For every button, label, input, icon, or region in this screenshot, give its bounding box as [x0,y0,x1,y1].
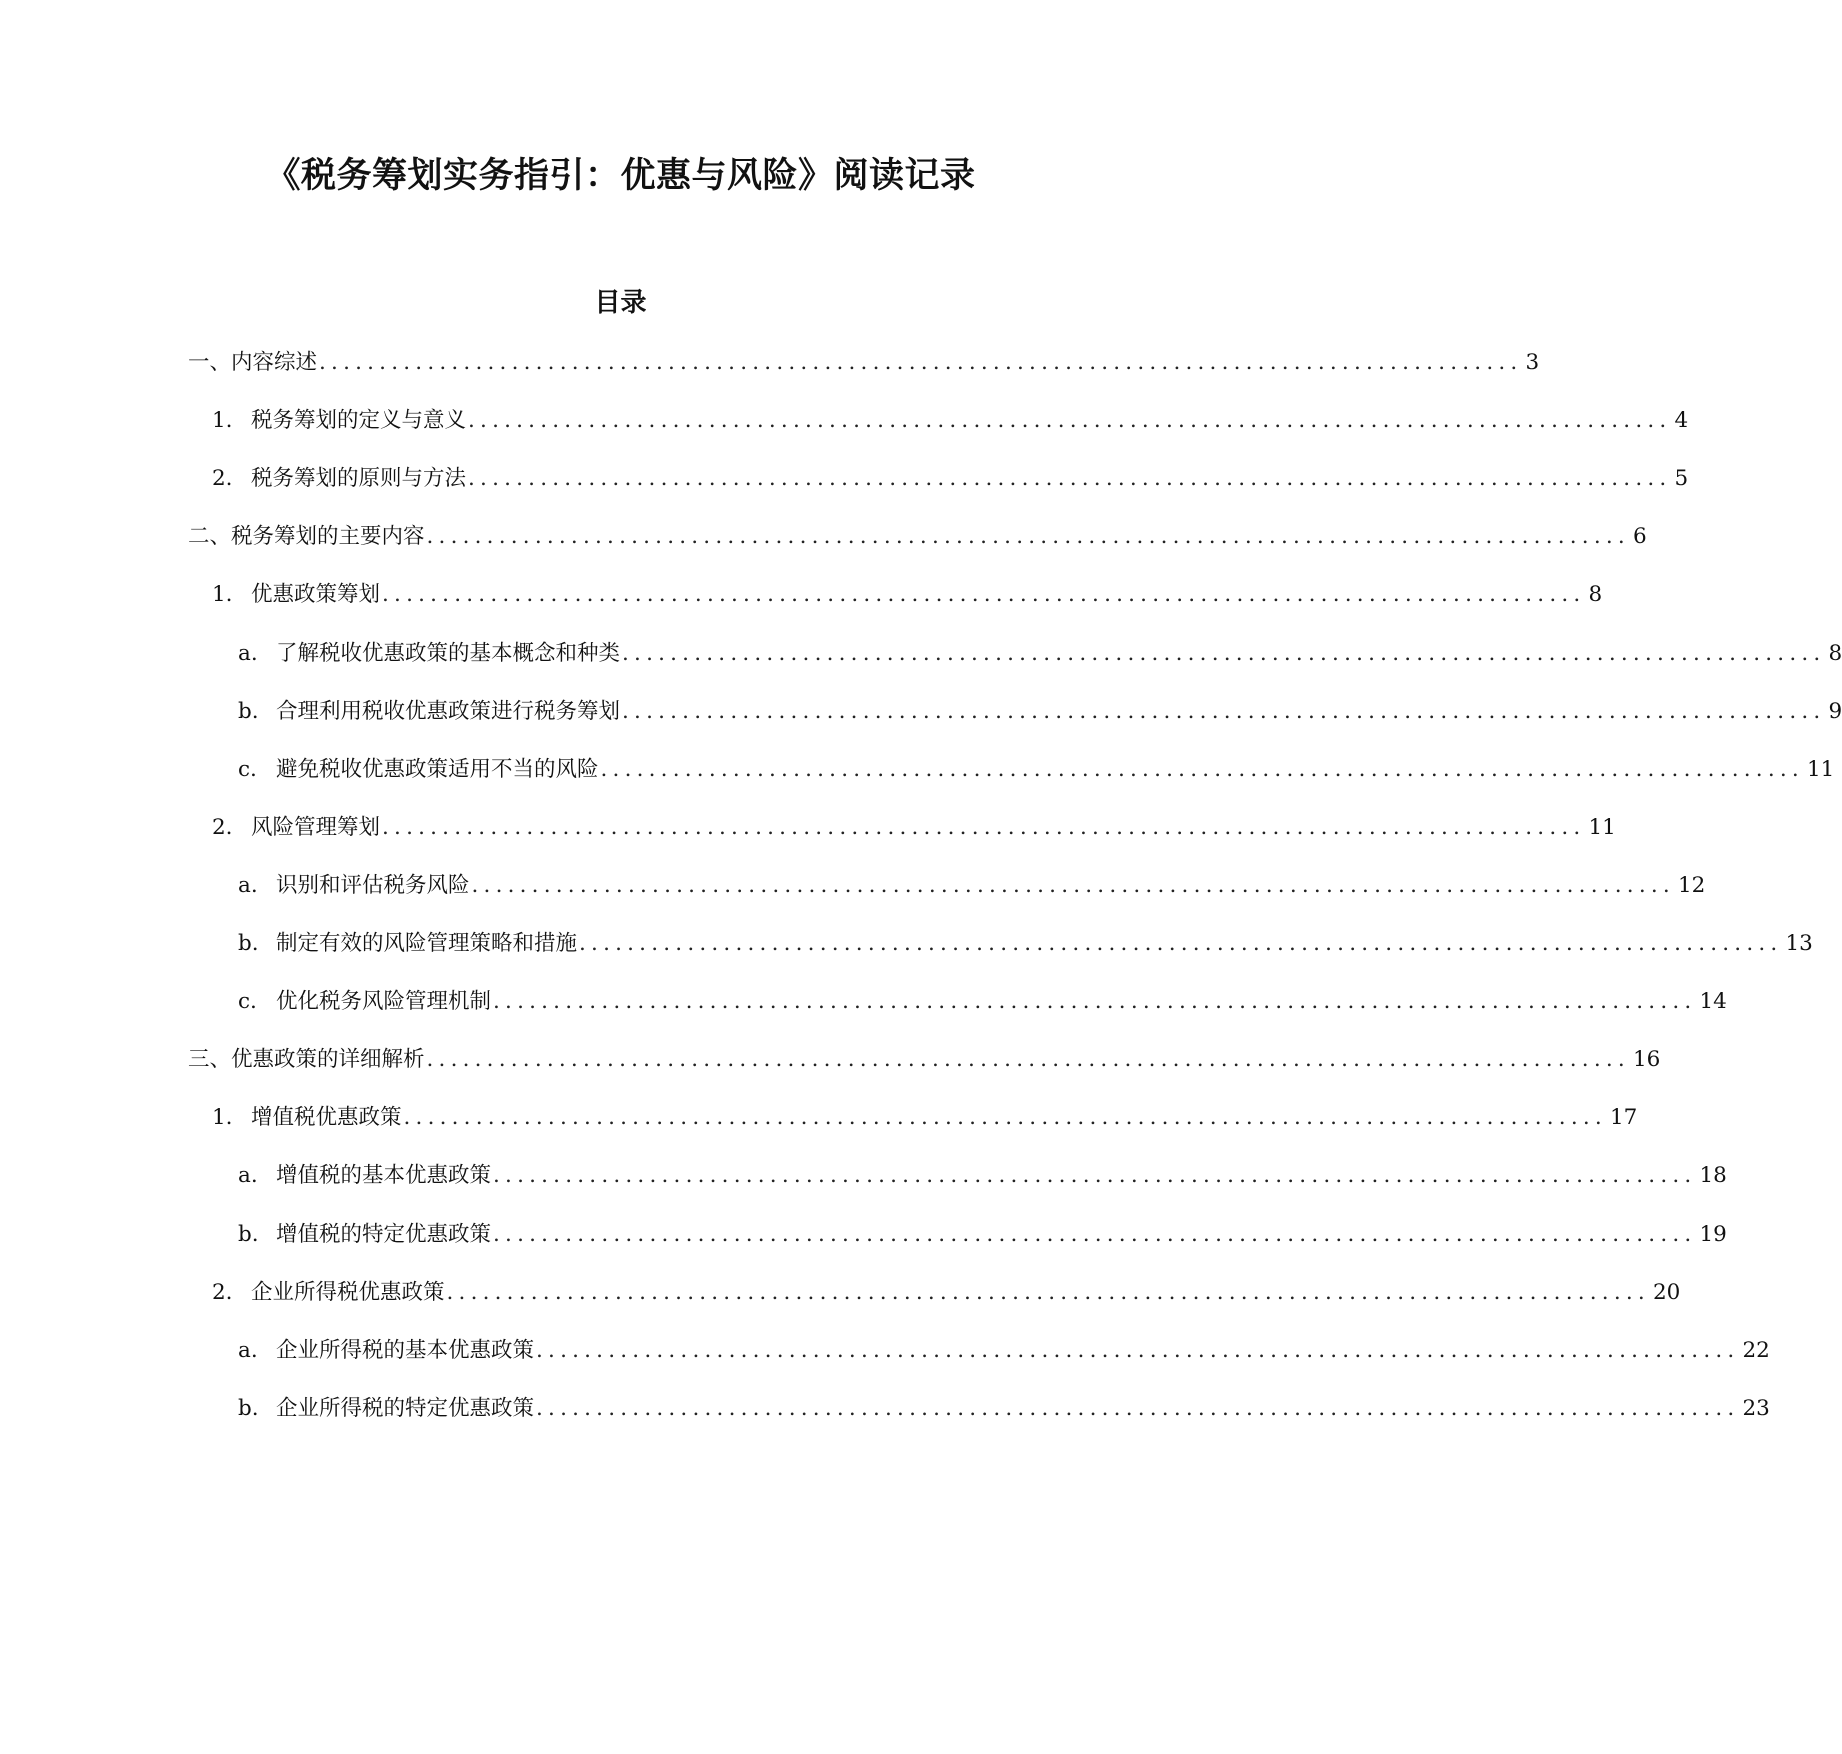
toc-entry[interactable] [238,636,1842,672]
toc-page-number: 12 [1677,873,1706,898]
toc-entry-title: 风险管理筹划 [251,815,381,840]
toc-entry-title: 优惠政策筹划 [251,582,381,607]
toc-dot-leader: .................................................................................................... [319,350,1523,375]
toc-page-number: 9 [1828,699,1842,724]
toc-entry-number: 2. [212,1280,233,1305]
toc-page-number: 20 [1652,1280,1681,1305]
toc-dot-leader: .................................................................................................... [493,989,1697,1014]
toc-dot-leader: .................................................................................................... [403,1105,1607,1130]
toc-dot-leader: .................................................................................................... [446,1280,1650,1305]
toc-entry[interactable] [212,461,1689,497]
toc-entry[interactable] [238,926,1813,962]
toc-entry-title: 企业所得税优惠政策 [251,1280,445,1305]
toc-entry[interactable] [238,1158,1727,1194]
toc-entry[interactable] [212,1275,1681,1311]
toc-entry-title: 合理利用税收优惠政策进行税务筹划 [276,699,621,724]
toc-dot-leader: .................................................................................................... [471,873,1675,898]
toc-entry-number: 2. [212,815,233,840]
toc-page-number: 6 [1632,524,1647,549]
toc-entry-title: 企业所得税的特定优惠政策 [276,1396,535,1421]
toc-entry-number: 1. [212,582,233,607]
toc-entry-title: 税务筹划的原则与方法 [251,466,467,491]
toc-dot-leader: .................................................................................................... [622,641,1826,666]
toc-entry[interactable] [188,1042,1661,1078]
toc-entry-number: 2. [212,466,233,491]
toc-entry[interactable] [238,868,1706,904]
toc-entry-number: 1. [212,408,233,433]
toc-entry[interactable] [188,519,1647,555]
toc-dot-leader: .................................................................................................... [382,815,1586,840]
toc-entry[interactable] [212,1100,1638,1136]
toc-entry[interactable] [238,752,1835,788]
toc-entry-number: a. [238,641,258,666]
toc-dot-leader: .................................................................................................... [426,1047,1630,1072]
toc-page-number: 5 [1674,466,1689,491]
toc-entry-title: 优化税务风险管理机制 [276,989,492,1014]
toc-entry-title: 了解税收优惠政策的基本概念和种类 [276,641,621,666]
toc-entry-title: 税务筹划的定义与意义 [251,408,467,433]
toc-entry-title: 增值税的基本优惠政策 [276,1163,492,1188]
toc-dot-leader: .................................................................................................... [468,466,1672,491]
toc-entry[interactable] [238,1217,1727,1253]
toc-dot-leader: .................................................................................................... [579,931,1783,956]
toc-entry-title: 企业所得税的基本优惠政策 [276,1338,535,1363]
toc-page-number: 14 [1699,989,1727,1014]
toc-entry[interactable] [212,403,1689,439]
toc-entry[interactable] [238,984,1727,1020]
toc-dot-leader: .................................................................................................... [536,1338,1740,1363]
toc-entry-number: b. [238,931,259,956]
toc-dot-leader: .................................................................................................... [426,524,1630,549]
toc-entry-number: a. [238,1338,258,1363]
toc-entry[interactable] [238,1391,1770,1427]
toc-page-number: 19 [1699,1222,1727,1247]
toc-entry-title: 避免税收优惠政策适用不当的风险 [276,757,599,782]
toc-dot-leader: .................................................................................................... [536,1396,1740,1421]
toc-page-number: 23 [1742,1396,1770,1421]
toc-page-number: 8 [1828,641,1842,666]
toc-entry[interactable] [238,694,1842,730]
toc-entry-number: c. [238,757,257,782]
toc-entry[interactable] [212,577,1603,613]
toc-entry-title: 识别和评估税务风险 [276,873,470,898]
toc-entry[interactable] [212,810,1616,846]
toc-page-number: 8 [1588,582,1603,607]
toc-dot-leader: .................................................................................................... [468,408,1672,433]
toc-dot-leader: .................................................................................................... [622,699,1826,724]
toc-entry-number: b. [238,1222,259,1247]
toc-dot-leader: .................................................................................................... [493,1163,1697,1188]
toc-entry-title: 一、内容综述 [188,350,318,375]
toc-entry-title: 增值税优惠政策 [251,1105,402,1130]
toc-entry-number: a. [238,873,258,898]
toc-entry-number: 1. [212,1105,233,1130]
toc-page-number: 22 [1742,1338,1770,1363]
toc-entry-title: 三、优惠政策的详细解析 [188,1047,425,1072]
toc-entry-number: c. [238,989,257,1014]
toc-page-number: 13 [1785,931,1813,956]
toc-entry-number: b. [238,699,259,724]
toc-entry-title: 增值税的特定优惠政策 [276,1222,492,1247]
toc-entry-title: 制定有效的风险管理策略和措施 [276,931,578,956]
toc-dot-leader: .................................................................................................... [600,757,1804,782]
toc-entry[interactable] [238,1333,1770,1369]
toc-dot-leader: .................................................................................................... [493,1222,1697,1247]
document-title: 《税务筹划实务指引：优惠与风险》阅读记录 [265,156,976,196]
toc-page-number: 4 [1674,408,1689,433]
toc-page-number: 11 [1588,815,1616,840]
toc-entry-number: b. [238,1396,259,1421]
toc-page-number: 3 [1525,350,1540,375]
toc-page-number: 17 [1609,1105,1638,1130]
toc-page-number: 18 [1699,1163,1727,1188]
toc-page-number: 16 [1632,1047,1661,1072]
toc-dot-leader: .................................................................................................... [382,582,1586,607]
toc-entry[interactable] [188,345,1540,381]
toc-entry-number: a. [238,1163,258,1188]
toc-heading: 目录 [594,288,647,318]
toc-page-number: 11 [1806,757,1835,782]
toc-entry-title: 二、税务筹划的主要内容 [188,524,425,549]
